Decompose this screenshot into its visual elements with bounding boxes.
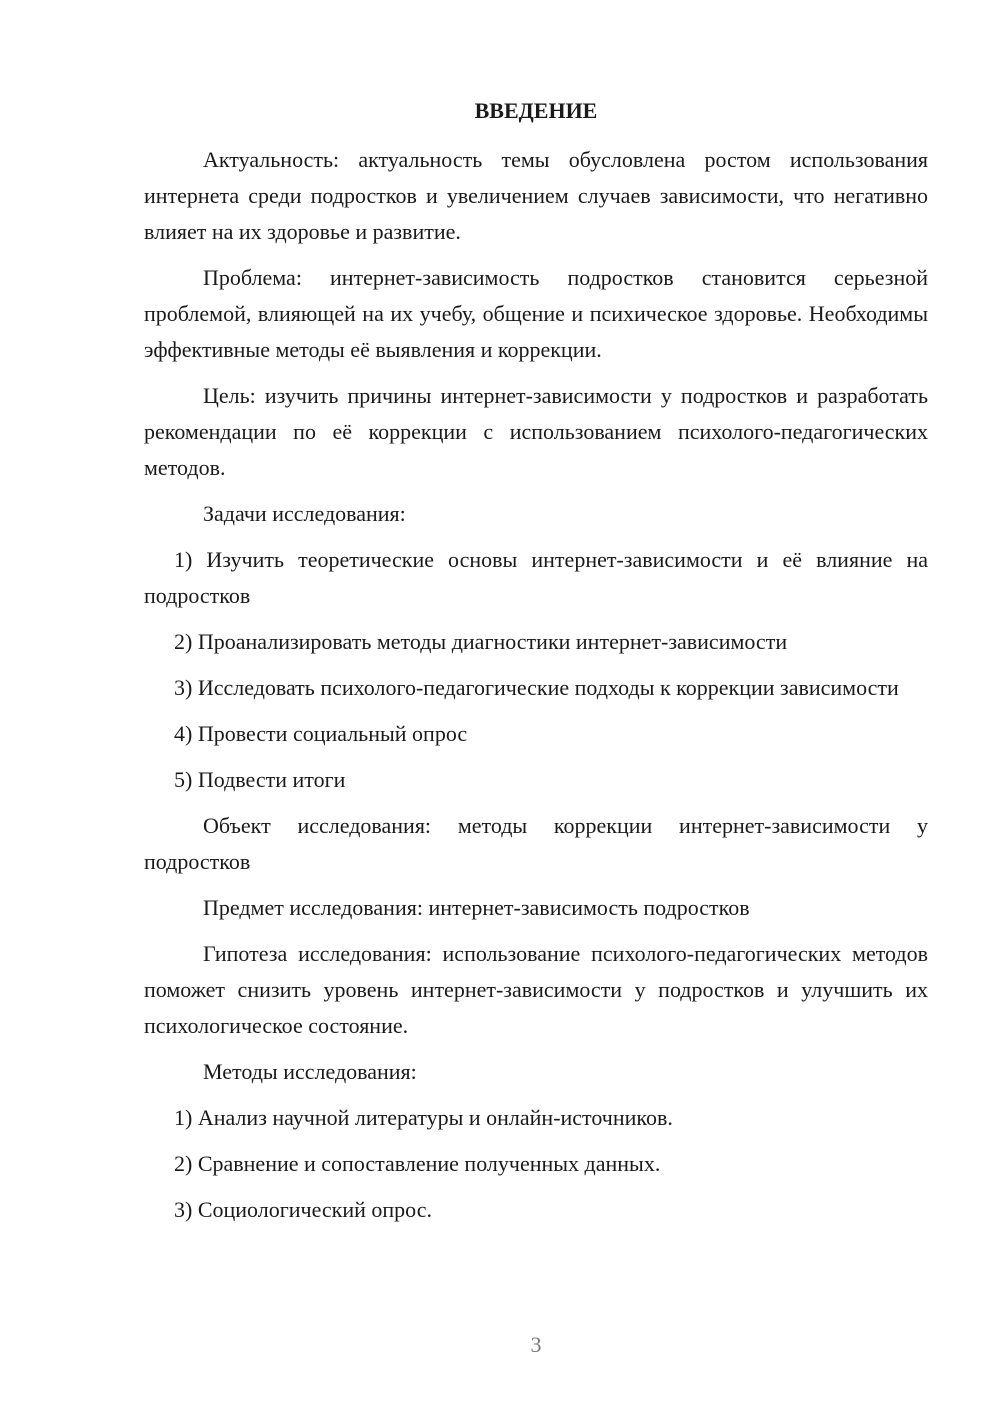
problem-paragraph: Проблема: интернет-зависимость подростков становится серьезной проблемой, влияющей на их учебу, общение и психическое здоровье. Необходимы эффективные методы её выявления и коррекции. (144, 265, 928, 362)
document-page (144, 0, 928, 1414)
page-number: 3 (530, 1332, 542, 1357)
task-item-3: 3) Исследовать психолого-педагогические подходы к коррекции зависимости (174, 675, 899, 700)
task-item-2: 2) Проанализировать методы диагностики интернет-зависимости (174, 629, 788, 654)
document-body (144, 142, 928, 1238)
object-paragraph: Объект исследования: методы коррекции интернет-зависимости у подростков (144, 813, 928, 874)
task-item-4: 4) Провести социальный опрос (174, 721, 468, 746)
hypothesis-paragraph: Гипотеза исследования: использование психолого-педагогических методов поможет снизить уровень интернет-зависимости у подростков и улучшить их психологическое состояние. (144, 941, 928, 1038)
goal-paragraph: Цель: изучить причины интернет-зависимости у подростков и разработать рекомендации по её коррекции с использованием психолого-педагогических методов. (144, 383, 928, 480)
section-title: ВВЕДЕНИЕ (474, 98, 598, 123)
methods-heading: Методы исследования: (203, 1059, 417, 1084)
task-item-1: 1) Изучить теоретические основы интернет-зависимости и её влияние на подростков (144, 547, 928, 608)
subject-paragraph: Предмет исследования: интернет-зависимость подростков (203, 895, 750, 920)
relevance-paragraph: Актуальность: актуальность темы обусловлена ростом использования интернета среди подростков и увеличением случаев зависимости, что негативно влияет на их здоровье и развитие. (144, 147, 928, 244)
method-item-1: 1) Анализ научной литературы и онлайн-источников. (174, 1105, 673, 1130)
task-item-5: 5) Подвести итоги (174, 767, 346, 792)
tasks-heading: Задачи исследования: (203, 501, 406, 526)
method-item-3: 3) Социологический опрос. (174, 1197, 432, 1222)
method-item-2: 2) Сравнение и сопоставление полученных данных. (174, 1151, 661, 1176)
